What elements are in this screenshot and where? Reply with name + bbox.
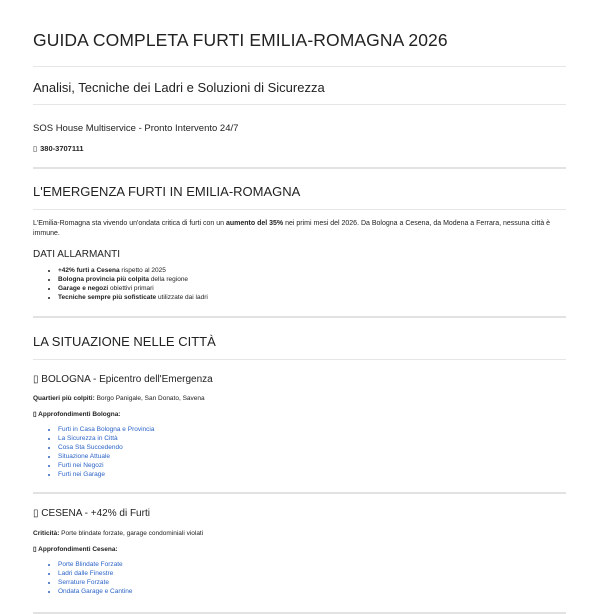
list-item <box>58 569 566 578</box>
alarm-list <box>33 266 566 302</box>
company-name: SOS House Multiservice - Pronto Intervento 24/7 <box>33 123 239 134</box>
intro-text: nei primi mesi del 2026. Da Bologna a Cesena, da Modena a Ferrara, nessuna città è immune. <box>33 220 551 237</box>
cesena-links <box>33 560 566 596</box>
cesena-links-label: ▯ Approfondimenti Cesena: <box>33 546 118 553</box>
divider <box>33 209 566 210</box>
city-icon: ▯ <box>33 508 39 519</box>
bologna-quarters: Quartieri più colpiti: Borgo Panigale, San Donato, Savena <box>33 395 205 402</box>
section-divider <box>33 492 566 494</box>
bologna-links-label: ▯ Approfondimenti Bologna: <box>33 411 121 418</box>
list-item: • +42% furti a Cesena rispetto al 2025 <box>58 266 566 275</box>
phone-icon: ▯ <box>33 144 38 153</box>
intro-text: L'Emilia-Romagna sta vivendo un'ondata critica di furti con un <box>33 220 226 227</box>
phone-line <box>33 144 566 153</box>
cesena-heading: ▯ CESENA - +42% di Furti <box>33 508 150 519</box>
list-item <box>58 470 566 479</box>
list-item <box>58 560 566 569</box>
list-item <box>58 443 566 452</box>
list-item <box>58 587 566 596</box>
bologna-link[interactable]: La Sicurezza in Città <box>58 435 118 442</box>
cesena-criticality: Criticità: Porte blindate forzate, garage condominiali violati <box>33 530 204 537</box>
section-divider <box>33 316 566 318</box>
city-icon: ▯ <box>33 374 39 385</box>
emergency-intro <box>33 219 566 238</box>
links-icon: ▯ <box>33 411 37 418</box>
bologna-link[interactable]: Cosa Sta Succedendo <box>58 444 123 451</box>
cesena-link[interactable]: Porte Blindate Forzate <box>58 561 123 568</box>
bologna-link[interactable]: Furti nei Garage <box>58 471 105 478</box>
page-title: GUIDA COMPLETA FURTI EMILIA-ROMAGNA 2026 <box>33 30 448 50</box>
bologna-links <box>33 425 566 479</box>
list-item <box>58 578 566 587</box>
divider <box>33 359 566 360</box>
page-subtitle: Analisi, Tecniche dei Ladri e Soluzioni di Sicurezza <box>33 80 325 95</box>
list-item <box>58 425 566 434</box>
cesena-link[interactable]: Ladri dalle Finestre <box>58 570 114 577</box>
divider <box>33 66 566 67</box>
bologna-link[interactable]: Furti nei Negozi <box>58 462 104 469</box>
cesena-link[interactable]: Ondata Garage e Cantine <box>58 588 133 595</box>
section-heading-emergency: L'EMERGENZA FURTI IN EMILIA-ROMAGNA <box>33 184 301 199</box>
links-icon: ▯ <box>33 546 37 553</box>
list-item <box>58 452 566 461</box>
divider <box>33 104 566 105</box>
section-heading-cities: LA SITUAZIONE NELLE CITTÀ <box>33 334 216 349</box>
list-item: • Bologna provincia più colpita della regione <box>58 275 566 284</box>
bologna-link[interactable]: Situazione Attuale <box>58 453 111 460</box>
bologna-link[interactable]: Furti in Casa Bologna e Provincia <box>58 426 155 433</box>
list-item: • Garage e negozi obiettivi primari <box>58 284 566 293</box>
intro-highlight: aumento del 35% <box>225 220 284 227</box>
list-item <box>58 434 566 443</box>
section-divider <box>33 167 566 169</box>
list-item: • Tecniche sempre più sofisticate utilizzate dai ladri <box>58 293 566 302</box>
phone-number[interactable]: 380-3707111 <box>40 144 84 153</box>
cesena-link[interactable]: Serrature Forzate <box>58 579 109 586</box>
list-item <box>58 461 566 470</box>
alarm-heading: DATI ALLARMANTI <box>33 249 121 260</box>
bologna-heading: ▯ BOLOGNA - Epicentro dell'Emergenza <box>33 374 213 385</box>
